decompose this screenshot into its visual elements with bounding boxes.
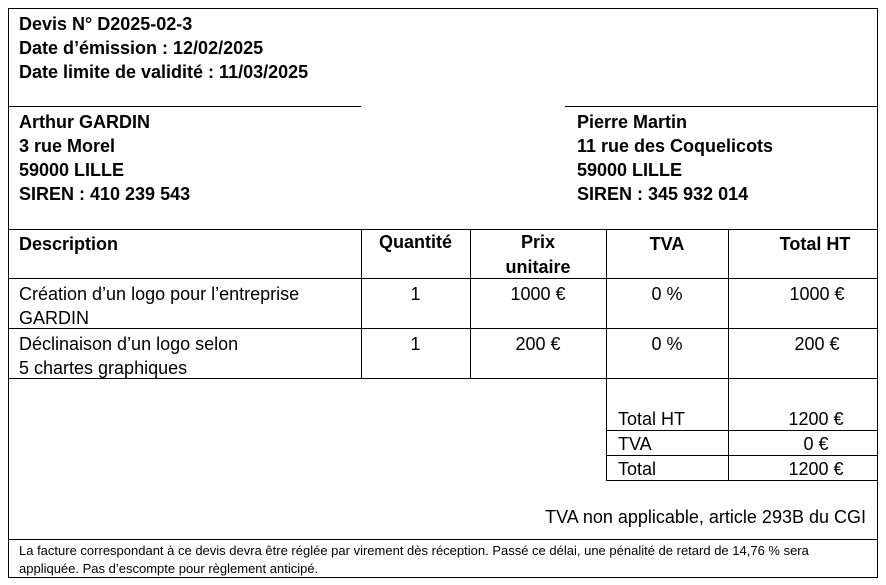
issuer-name: Arthur GARDIN xyxy=(19,112,150,132)
row2-unit-price: 200 € xyxy=(515,334,561,354)
client-name: Pierre Martin xyxy=(577,112,688,132)
row1-vat: 0 % xyxy=(651,284,683,304)
totals-value-ht: 1200 € xyxy=(788,409,844,429)
client-city: 59000 LILLE xyxy=(577,160,683,180)
legal-divider xyxy=(8,539,878,540)
header-unit-price-line2: unitaire xyxy=(505,257,571,277)
totals-value-total: 1200 € xyxy=(788,459,844,479)
client-siren: SIREN : 345 932 014 xyxy=(577,184,749,204)
issuer-city: 59000 LILLE xyxy=(19,160,125,180)
valid-until-date: Date limite de validité : 11/03/2025 xyxy=(19,62,309,82)
totals-label-ht: Total HT xyxy=(618,409,686,429)
issue-date: Date d’émission : 12/02/2025 xyxy=(19,38,264,58)
row1-quantity: 1 xyxy=(410,284,421,304)
payment-terms-note: La facture correspondant à ce devis devra être réglée par virement dès réception. Passé ce délai, une pénalité de retard de 14,76 % sera appliquée. Pas d’escompte pour règlement anticipé. xyxy=(19,543,809,576)
header-quantity: Quantité xyxy=(378,232,452,252)
header-total: Total HT xyxy=(779,234,851,254)
totals-value-vat: 0 € xyxy=(803,434,829,454)
header-unit-price: Prix xyxy=(520,232,556,252)
table-row-border xyxy=(8,328,878,329)
header-description: Description xyxy=(19,234,119,254)
row1-description: Création d’un logo pour l’entreprise xyxy=(19,284,300,304)
row1-unit-price: 1000 € xyxy=(510,284,566,304)
row2-description-line2: 5 chartes graphiques xyxy=(19,358,188,378)
row2-quantity: 1 xyxy=(410,334,421,354)
totals-label-vat: TVA xyxy=(618,434,652,454)
row1-total: 1000 € xyxy=(789,284,845,304)
totals-label-total: Total xyxy=(618,459,657,479)
row1-description-line2: GARDIN xyxy=(19,308,90,328)
table-header-border xyxy=(8,278,878,279)
issuer-street: 3 rue Morel xyxy=(19,136,116,156)
issuer-divider xyxy=(8,106,361,107)
row2-description: Déclinaison d’un logo selon xyxy=(19,334,239,354)
row2-vat: 0 % xyxy=(651,334,683,354)
quote-number: Devis N° D2025-02-3 xyxy=(19,14,193,34)
col-divider-4 xyxy=(728,229,729,480)
client-street: 11 rue des Coquelicots xyxy=(577,136,774,156)
vat-exemption-note: TVA non applicable, article 293B du CGI xyxy=(545,507,866,527)
client-divider xyxy=(565,106,878,107)
issuer-siren: SIREN : 410 239 543 xyxy=(19,184,191,204)
header-vat: TVA xyxy=(649,234,685,254)
row2-total: 200 € xyxy=(794,334,840,354)
